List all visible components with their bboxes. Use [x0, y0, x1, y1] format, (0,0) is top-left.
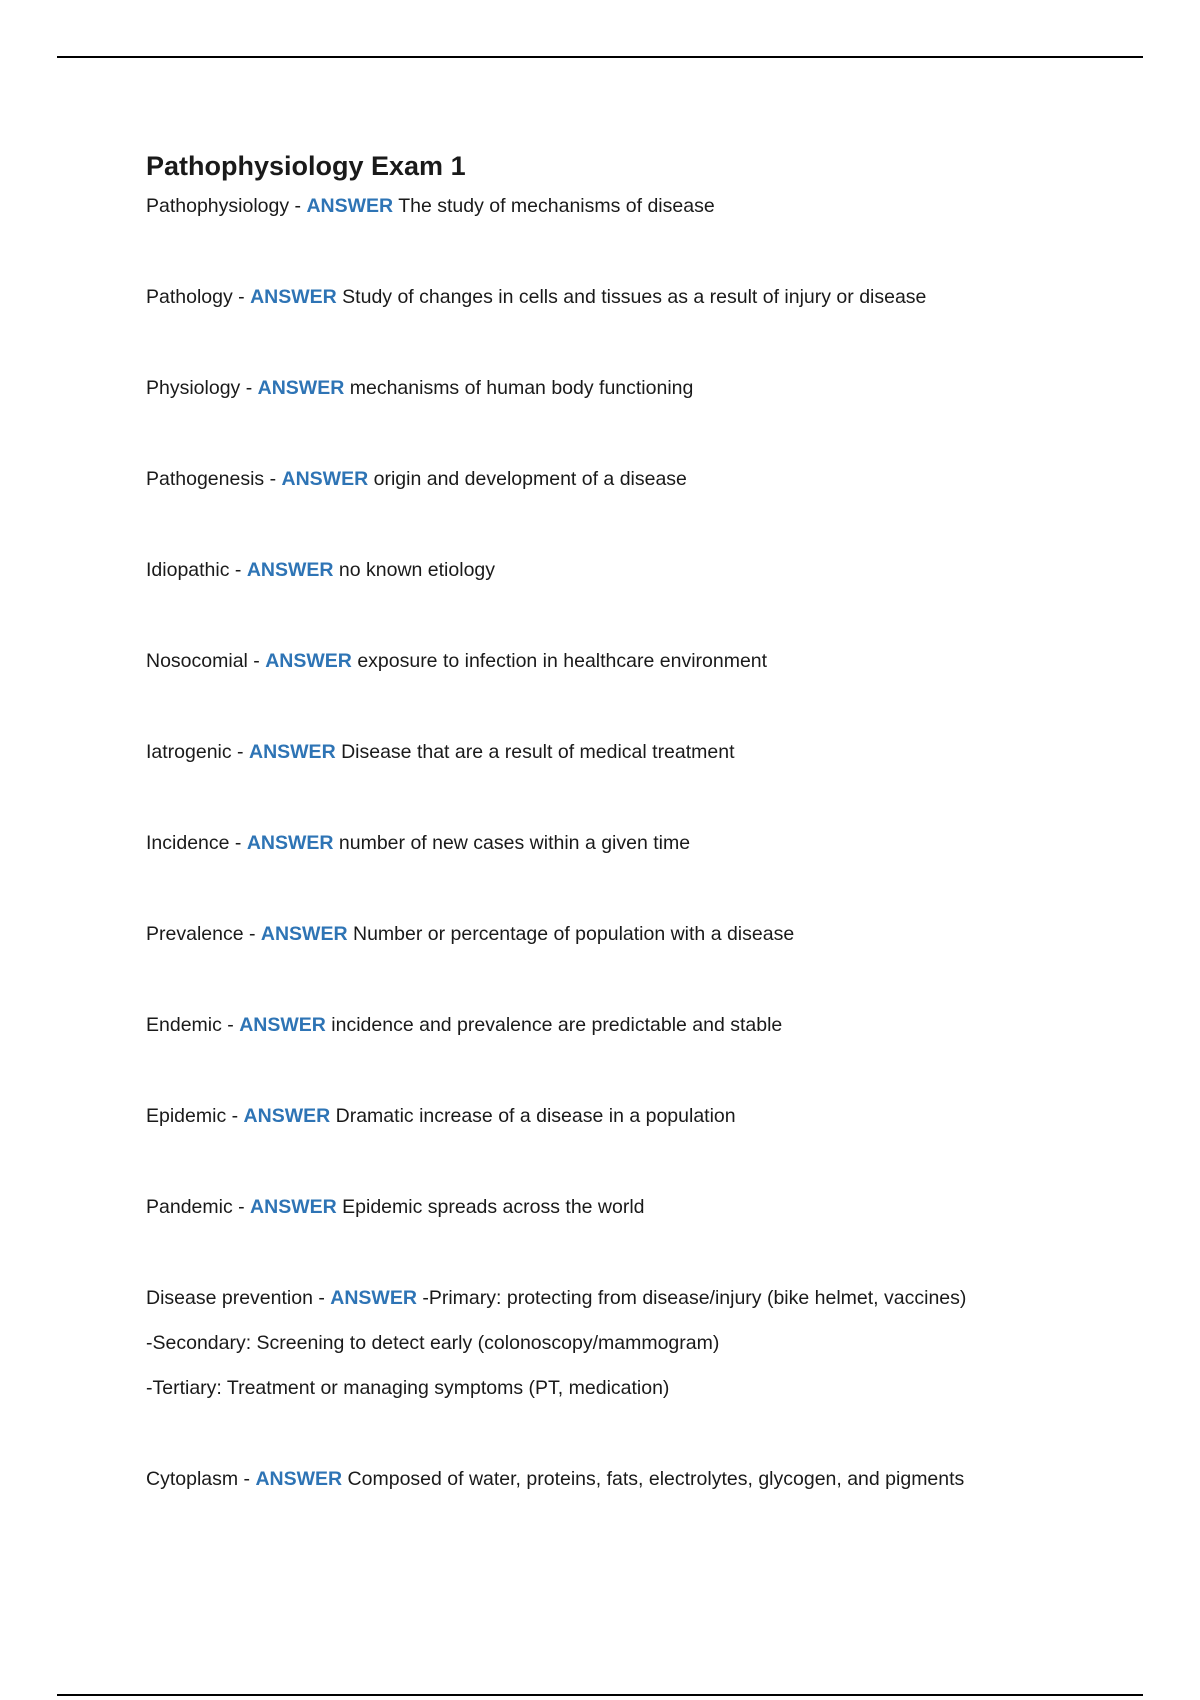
answer-tag: ANSWER — [281, 468, 369, 490]
term-text: Prevalence - — [146, 923, 256, 945]
document-title: Pathophysiology Exam 1 — [146, 151, 466, 181]
answer-tag: ANSWER — [265, 650, 352, 672]
term-text: Physiology - — [146, 377, 253, 399]
document-body — [146, 144, 1076, 1555]
qa-entry — [146, 919, 1076, 1010]
answer-tag: ANSWER — [243, 1105, 331, 1127]
answer-tag: ANSWER — [257, 377, 345, 399]
term-text: Cytoplasm - — [146, 1468, 251, 1490]
answer-text: Study of changes in cells and tissues as a result of injury or disease — [342, 286, 927, 308]
term-text: Pathophysiology - — [146, 195, 302, 217]
answer-text: Dramatic increase of a disease in a population — [335, 1105, 736, 1127]
answer-tag: ANSWER — [306, 195, 394, 217]
answer-text: mechanisms of human body functioning — [349, 377, 694, 399]
term-text: Pathology - — [146, 286, 245, 308]
answer-tag: ANSWER — [239, 1014, 326, 1036]
answer-tag: ANSWER — [250, 1196, 337, 1218]
qa-entry — [146, 464, 1076, 555]
footer-rule — [57, 1694, 1143, 1696]
answer-tag: ANSWER — [246, 832, 334, 854]
answer-text: Number or percentage of population with a disease — [352, 923, 795, 945]
qa-entry — [146, 1101, 1076, 1192]
qa-entry — [146, 1010, 1076, 1101]
answer-text: Epidemic spreads across the world — [342, 1196, 645, 1218]
answer-text: Disease that are a result of medical treatment — [341, 741, 735, 763]
term-text: Pathogenesis - — [146, 468, 277, 490]
qa-entry — [146, 737, 1076, 828]
term-text: Nosocomial - — [146, 650, 260, 672]
qa-list — [146, 191, 1076, 1555]
term-text: Incidence - — [146, 832, 242, 854]
qa-entry — [146, 373, 1076, 464]
answer-tag: ANSWER — [260, 923, 348, 945]
answer-tag: ANSWER — [250, 286, 337, 308]
qa-entry — [146, 1464, 1076, 1555]
answer-tag: ANSWER — [246, 559, 334, 581]
qa-entry — [146, 828, 1076, 919]
qa-entry — [146, 555, 1076, 646]
answer-text: exposure to infection in healthcare environment — [357, 650, 768, 672]
term-text: Idiopathic - — [146, 559, 242, 581]
qa-entry — [146, 646, 1076, 737]
qa-entry — [146, 282, 1076, 373]
answer-text: number of new cases within a given time — [338, 832, 691, 854]
answer-tag: ANSWER — [330, 1287, 417, 1309]
qa-entry — [146, 191, 1076, 282]
qa-entry — [146, 1283, 1076, 1464]
entry-line — [146, 1283, 1076, 1328]
answer-tag: ANSWER — [255, 1468, 343, 1490]
term-text: Pandemic - — [146, 1196, 245, 1218]
answer-text: incidence and prevalence are predictable and stable — [331, 1014, 783, 1036]
qa-entry — [146, 1192, 1076, 1283]
answer-text: The study of mechanisms of disease — [398, 195, 715, 217]
answer-text: no known etiology — [338, 559, 496, 581]
term-text: Endemic - — [146, 1014, 234, 1036]
term-text: Disease prevention - — [146, 1287, 325, 1309]
answer-text: Composed of water, proteins, fats, electrolytes, glycogen, and pigments — [347, 1468, 965, 1490]
answer-text: -Primary: protecting from disease/injury (bike helmet, vaccines) — [422, 1287, 967, 1309]
term-text: Epidemic - — [146, 1105, 239, 1127]
term-text: Iatrogenic - — [146, 741, 244, 763]
answer-text: origin and development of a disease — [373, 468, 687, 490]
header-rule — [57, 56, 1143, 58]
answer-continuation-line: -Secondary: Screening to detect early (colonoscopy/mammogram) — [146, 1332, 720, 1354]
answer-tag: ANSWER — [248, 741, 336, 763]
answer-continuation-line: -Tertiary: Treatment or managing symptoms (PT, medication) — [146, 1377, 670, 1399]
